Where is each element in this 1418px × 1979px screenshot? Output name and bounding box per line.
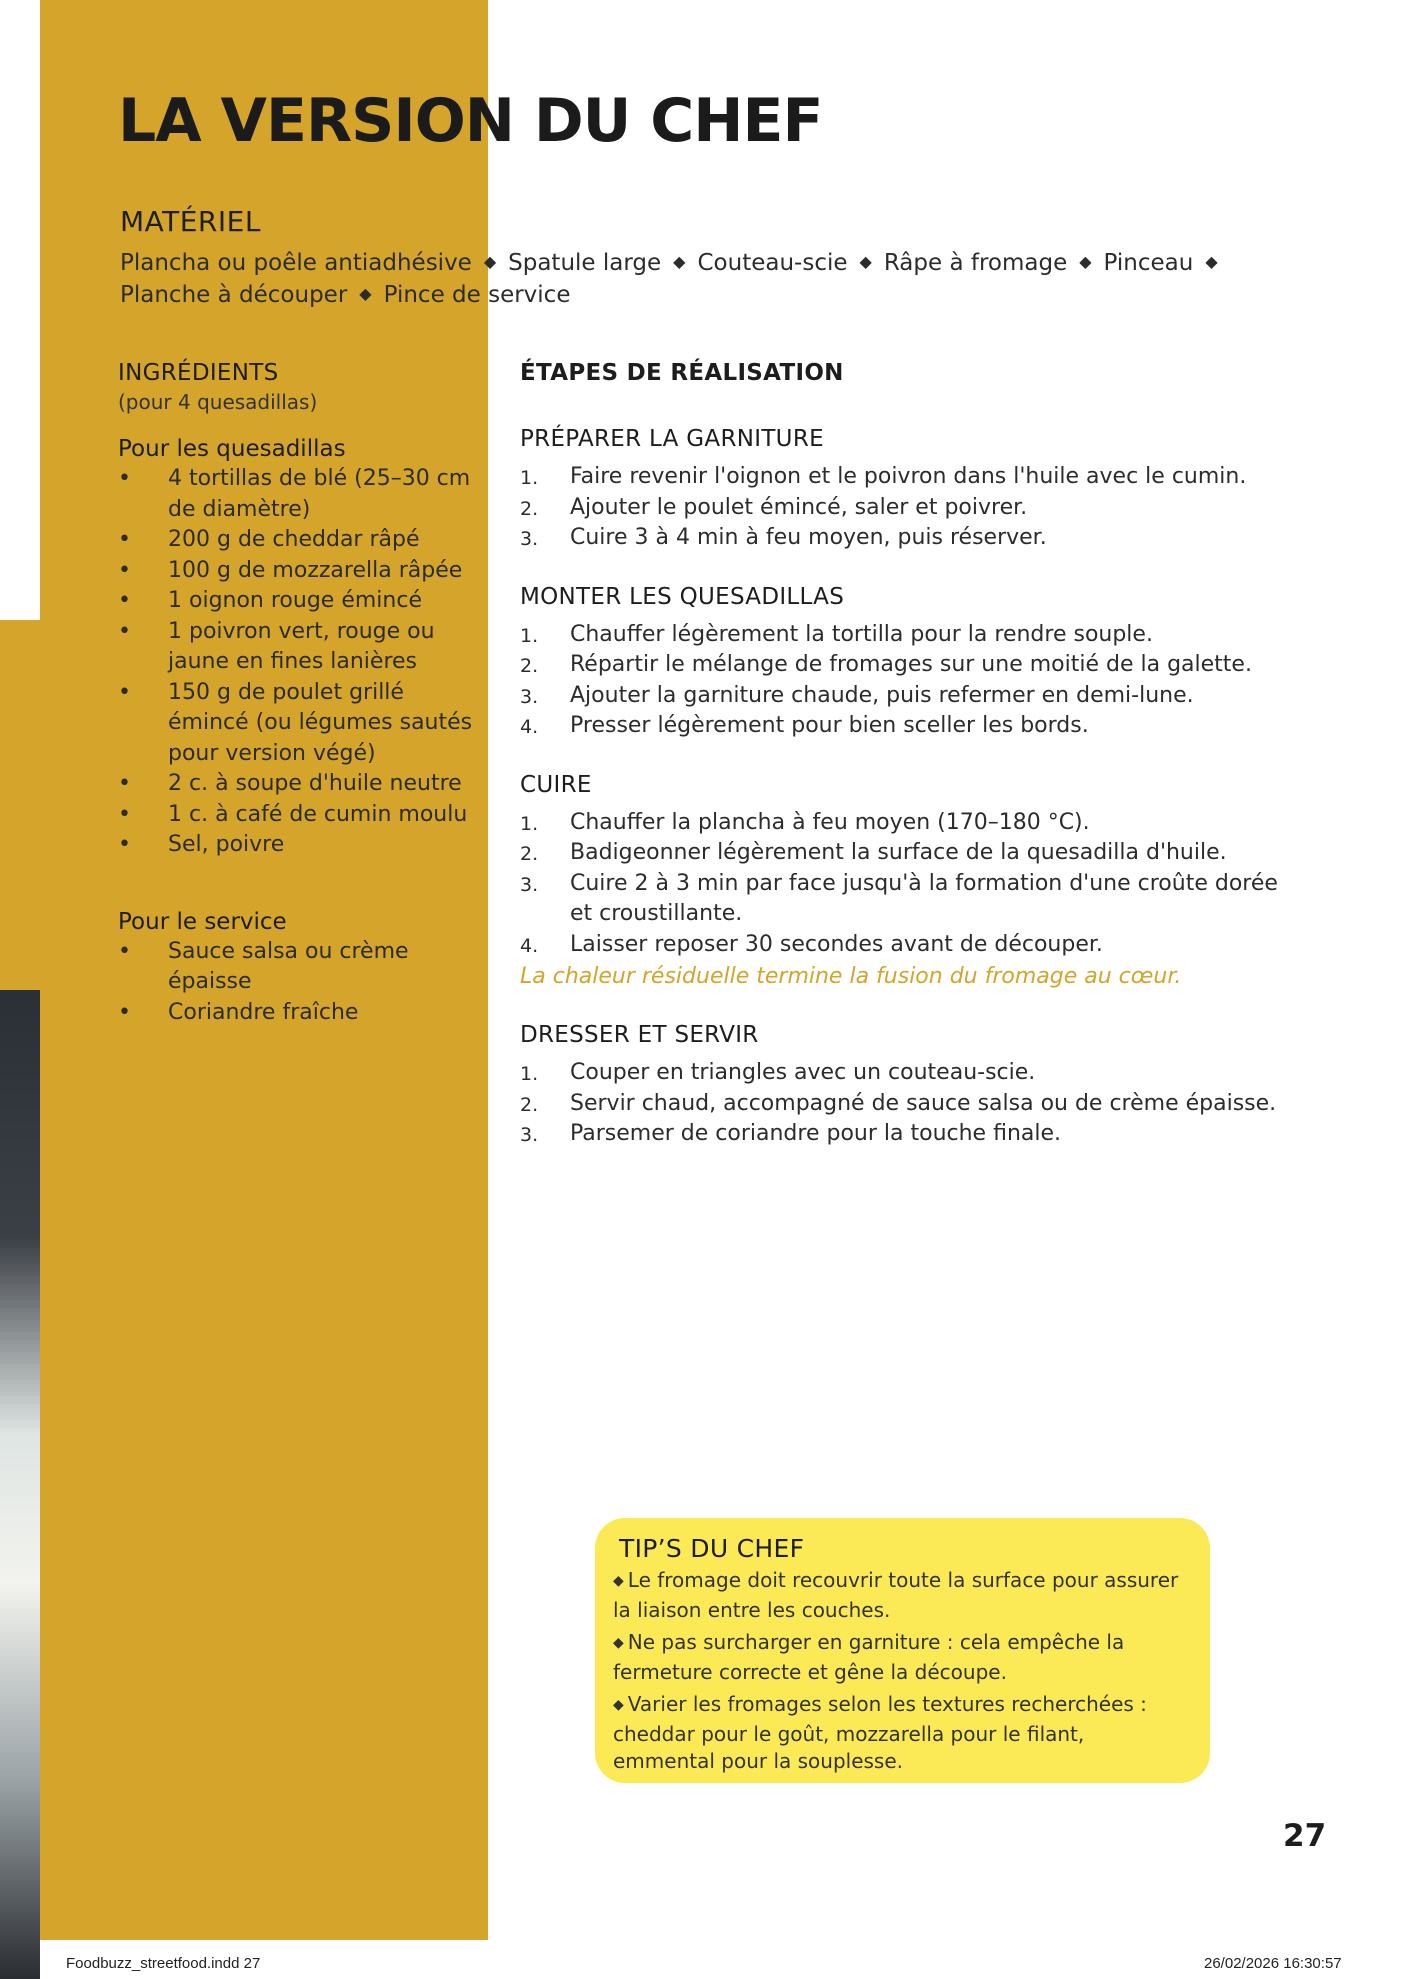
tips-heading: TIP’S DU CHEF: [619, 1534, 805, 1563]
ingredient-list: [118, 937, 488, 1029]
list-item: 2. Ajouter le poulet émincé, saler et poivrer.: [520, 494, 1028, 520]
ingredients-heading: INGRÉDIENTS: [118, 360, 279, 386]
materiel-item: Pince de service: [383, 282, 571, 308]
step-block-title: PRÉPARER LA GARNITURE: [520, 426, 824, 452]
list-item: • 4 tortillas de blé (25–30 cm de diamètre): [118, 466, 471, 522]
list-item: 1. Faire revenir l'oignon et le poivron dans l'huile avec le cumin.: [520, 464, 1247, 489]
materiel-item: Râpe à fromage: [883, 250, 1068, 276]
ingredients-column: [118, 360, 488, 1028]
step-block-title: DRESSER ET SERVIR: [520, 1022, 759, 1048]
list-item: • 100 g de mozzarella râpée: [118, 556, 488, 587]
steps-column: [520, 360, 1300, 1150]
list-item: • Sel, poivre: [118, 830, 488, 861]
bullet-icon: •: [118, 679, 131, 705]
bullet-icon: •: [118, 466, 131, 491]
list-item: 2. Badigeonner légèrement la surface de la quesadilla d'huile.: [520, 840, 1227, 865]
list-item: 2. Servir chaud, accompagné de sauce salsa ou de crème épaisse.: [520, 1090, 1277, 1116]
materiel-item: Couteau-scie: [697, 250, 848, 276]
bullet-icon: •: [118, 801, 131, 827]
materiel-item: Pinceau: [1103, 250, 1194, 276]
list-item: • 2 c. à soupe d'huile neutre: [118, 769, 488, 800]
ingredient-list: [118, 464, 488, 861]
list-item: 1. Chauffer la plancha à feu moyen (170–180 °C).: [520, 809, 1090, 835]
diamond-icon: ◆: [1205, 252, 1218, 271]
diamond-icon: ◆: [613, 1697, 624, 1713]
bullet-icon: •: [118, 557, 131, 583]
step-block-title: CUIRE: [520, 771, 592, 798]
list-item: 3. Parsemer de coriandre pour la touche finale.: [520, 1121, 1062, 1146]
diamond-icon: ◆: [359, 284, 372, 303]
bullet-icon: •: [118, 527, 131, 552]
list-item: • 150 g de poulet grillé émincé (ou légumes sautés pour version végé): [118, 679, 473, 766]
food-photo-edge: [0, 990, 40, 1979]
step-list: [520, 1058, 1300, 1150]
page-title: LA VERSION DU CHEF: [118, 86, 823, 156]
step-block-title: MONTER LES QUESADILLAS: [520, 583, 845, 610]
list-item: 2. Répartir le mélange de fromages sur une moitié de la galette.: [520, 652, 1252, 677]
list-item: 1. Chauffer légèrement la tortilla pour la rendre souple.: [520, 621, 1153, 647]
list-item: 4. Laisser reposer 30 secondes avant de découper.: [520, 931, 1103, 957]
bullet-icon: •: [118, 618, 131, 644]
list-item: • 1 oignon rouge émincé: [118, 586, 488, 617]
list-item: 4. Presser légèrement pour bien sceller les bords.: [520, 713, 1089, 738]
bullet-icon: •: [118, 771, 131, 796]
materiel-list: [120, 248, 1280, 312]
materiel-item: Spatule large: [508, 250, 662, 276]
diamond-icon: ◆: [1079, 252, 1092, 271]
tips-box: [595, 1518, 1210, 1783]
list-item: • Sauce salsa ou crème épaisse: [118, 938, 409, 994]
footer-file: Foodbuzz_streetfood.indd 27: [66, 1955, 261, 1972]
list-item: 3. Cuire 3 à 4 min à feu moyen, puis réserver.: [520, 525, 1047, 550]
diamond-icon: ◆: [613, 1573, 624, 1589]
diamond-icon: ◆: [613, 1635, 624, 1651]
ingredients-subtitle: (pour 4 quesadillas): [118, 390, 318, 414]
list-item: • 1 c. à café de cumin moulu: [118, 800, 488, 831]
ingredient-group-title: Pour le service: [118, 908, 287, 935]
accent-tab: [0, 620, 40, 990]
list-item: 3. Cuire 2 à 3 min par face jusqu'à la formation d'une croûte dorée et croustillante.: [520, 870, 1278, 926]
step-list: [520, 462, 1300, 554]
bullet-icon: •: [118, 938, 131, 964]
cooking-note: La chaleur résiduelle termine la fusion du fromage au cœur.: [520, 964, 1182, 989]
list-item: • Coriandre fraîche: [118, 998, 488, 1029]
list-item: • 200 g de cheddar râpé: [118, 525, 488, 556]
tip-item: ◆ Varier les fromages selon les textures recherchées : cheddar pour le goût, mozzarella pour le filant, emmental pour la souplesse.: [613, 1692, 1147, 1773]
bullet-icon: •: [118, 832, 131, 857]
steps-heading: ÉTAPES DE RÉALISATION: [520, 360, 844, 386]
bullet-icon: •: [118, 588, 131, 613]
step-list: [520, 808, 1300, 961]
footer-date: 26/02/2026 16:30:57: [1204, 1955, 1342, 1972]
tip-item: ◆ Ne pas surcharger en garniture : cela empêche la fermeture correcte et gêne la découpe.: [613, 1630, 1125, 1684]
ingredient-group-title: Pour les quesadillas: [118, 436, 346, 462]
list-item: • 1 poivron vert, rouge ou jaune en fines lanières: [118, 618, 435, 674]
materiel-item: Plancha ou poêle antiadhésive: [120, 250, 472, 276]
bullet-icon: •: [118, 999, 131, 1025]
diamond-icon: ◆: [483, 252, 497, 271]
materiel-item: Planche à découper: [120, 282, 348, 308]
step-list: [520, 620, 1300, 742]
page-number: 27: [1283, 1818, 1327, 1854]
materiel-heading: MATÉRIEL: [120, 205, 261, 238]
tip-item: ◆ Le fromage doit recouvrir toute la surface pour assurer la liaison entre les couches.: [613, 1568, 1179, 1622]
list-item: 3. Ajouter la garniture chaude, puis refermer en demi-lune.: [520, 682, 1194, 708]
diamond-icon: ◆: [859, 252, 872, 271]
list-item: 1. Couper en triangles avec un couteau-scie.: [520, 1060, 1036, 1085]
diamond-icon: ◆: [673, 252, 686, 271]
